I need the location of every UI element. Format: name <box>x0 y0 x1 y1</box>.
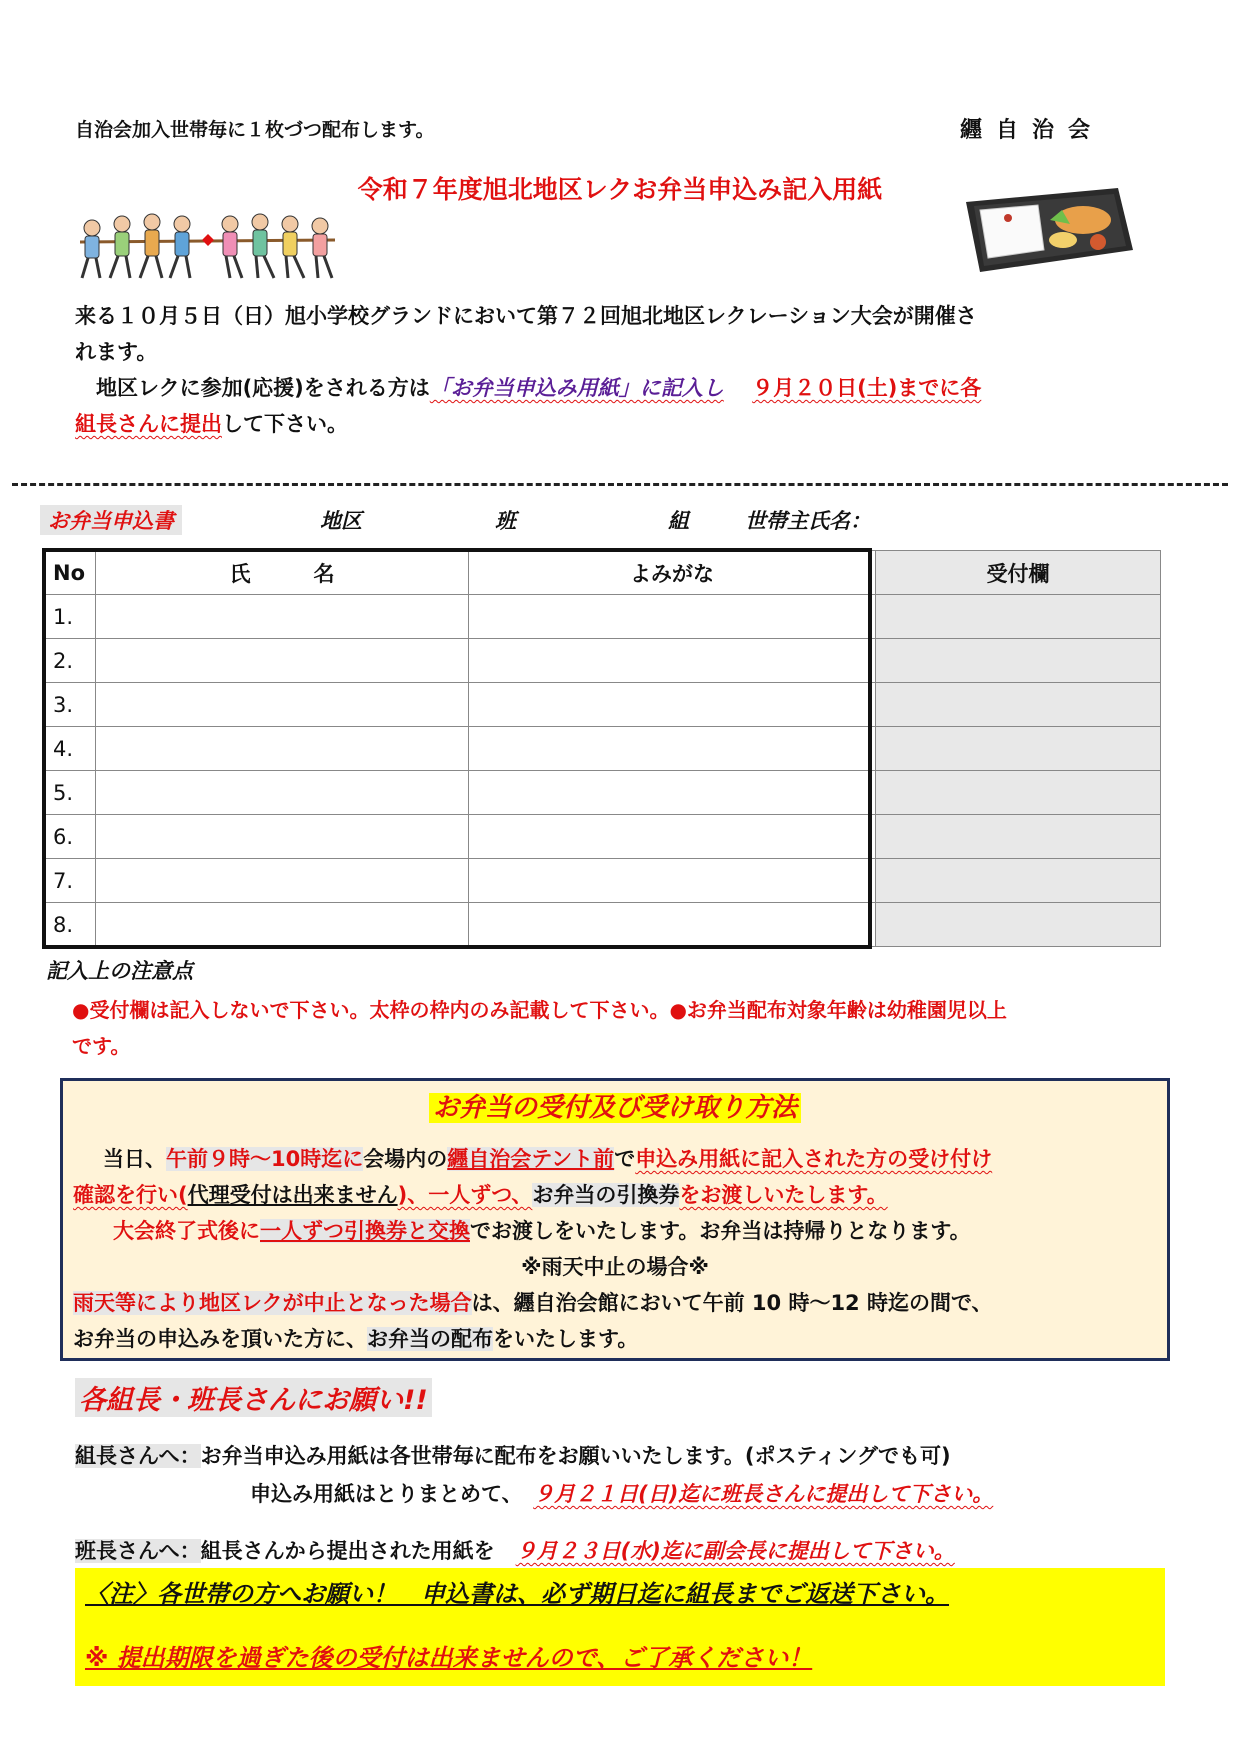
text: をお渡しいたします。 <box>679 1183 888 1207</box>
notes-line-1: ●受付欄は記入しないで下さい。太枠の枠内のみ記載して下さい。●お弁当配布対象年齢は幼稚園児以上 <box>72 998 1007 1022</box>
yomigana-cell[interactable] <box>469 859 876 903</box>
name-cell[interactable] <box>96 639 469 683</box>
name-cell[interactable] <box>96 595 469 639</box>
kumi-text-2: 申込み用紙はとりまとめて、 <box>250 1482 513 1506</box>
intro-line-1: 来る１０月５日（日）旭小学校グランドにおいて第７２回旭北地区レクレーション大会が開催さ <box>75 304 977 328</box>
kumi-recipient: 組長さんへ： <box>75 1444 201 1468</box>
form-name-highlight: 「お弁当申込み用紙」に記入し <box>429 376 724 400</box>
row-number: 3. <box>45 683 96 727</box>
han-label: 班 <box>495 509 516 533</box>
reception-cell <box>876 727 1161 771</box>
reception-cell <box>876 903 1161 947</box>
reception-cell <box>876 683 1161 727</box>
table-row <box>45 859 1161 903</box>
pickup-method-box <box>60 1078 1170 1361</box>
col-yomigana: よみがな <box>469 551 876 595</box>
yomigana-cell[interactable] <box>469 727 876 771</box>
text: 当日、 <box>103 1147 166 1171</box>
kumi-request-line-2 <box>250 1478 993 1508</box>
reception-cell <box>876 639 1161 683</box>
exchange-highlight: 一人ずつ引換券と交換 <box>260 1219 470 1243</box>
reception-cell <box>876 815 1161 859</box>
kumi-deadline: ９月２１日(日)迄に班長さんに提出して下さい。 <box>533 1482 994 1506</box>
han-deadline: ９月２３日(水)迄に副会長に提出して下さい。 <box>515 1539 955 1563</box>
name-cell[interactable] <box>96 859 469 903</box>
bento-box-illustration <box>958 180 1138 280</box>
kumi-text: お弁当申込み用紙は各世帯毎に配布をお願いいたします。(ポスティングでも可) <box>200 1444 951 1468</box>
reception-cell <box>876 859 1161 903</box>
table-row <box>45 683 1161 727</box>
application-table <box>44 550 1161 947</box>
text: 会場内の <box>363 1147 448 1171</box>
name-cell[interactable] <box>96 771 469 815</box>
notes-body <box>72 992 1172 1064</box>
method-line-1 <box>103 1143 992 1173</box>
warning-box <box>75 1568 1165 1686</box>
deadline-highlight: ９月２０日(土)までに各 <box>752 376 982 400</box>
rain-heading: ※雨天中止の場合※ <box>521 1255 709 1279</box>
yomigana-cell[interactable] <box>469 771 876 815</box>
text: をいたします。 <box>493 1327 639 1351</box>
name-cell[interactable] <box>96 727 469 771</box>
intro-line-3 <box>75 370 1165 406</box>
intro-line-2: れます。 <box>75 340 158 364</box>
form-title: お弁当申込書 <box>40 505 182 535</box>
table-row <box>45 595 1161 639</box>
tug-of-war-illustration <box>70 210 345 285</box>
table-row <box>45 815 1161 859</box>
page-title: 令和７年度旭北地区レクお弁当申込み記入用紙 <box>357 175 883 204</box>
place-highlight: 纒自治会テント前 <box>447 1147 615 1171</box>
time-highlight: 午前９時～10時迄に <box>166 1147 364 1171</box>
intro-line-4b: して下さい。 <box>222 412 348 436</box>
yomigana-cell[interactable] <box>469 815 876 859</box>
householder-label: 世帯主氏名： <box>745 509 871 533</box>
voucher-highlight: お弁当の引換券 <box>532 1183 680 1207</box>
district-label: 地区 <box>320 509 362 533</box>
table-row <box>45 771 1161 815</box>
yomigana-cell[interactable] <box>469 683 876 727</box>
reception-highlight: 申込み用紙に記入された方の受け付け <box>635 1147 993 1171</box>
name-cell[interactable] <box>96 683 469 727</box>
people-group <box>82 214 332 278</box>
han-request-line <box>75 1535 955 1565</box>
warning-line-1: 〈注〉各世帯の方へお願い！ 申込書は、必ず期日迄に組長までご返送下さい。 <box>85 1580 949 1608</box>
text: で <box>614 1147 636 1171</box>
text: 大会終了式後に <box>113 1219 260 1243</box>
col-reception: 受付欄 <box>876 551 1161 595</box>
submit-highlight: 組長さんに提出 <box>75 412 222 436</box>
text: お弁当の申込みを頂いた方に、 <box>73 1327 367 1351</box>
yomigana-cell[interactable] <box>469 639 876 683</box>
row-number: 8. <box>45 903 96 947</box>
notes-heading: 記入上の注意点 <box>46 959 193 983</box>
cut-line <box>12 483 1228 486</box>
method-line-5 <box>73 1287 993 1317</box>
row-number: 7. <box>45 859 96 903</box>
table-row <box>45 639 1161 683</box>
kumi-request-line-1 <box>75 1440 951 1470</box>
text: )、一人ずつ、 <box>397 1183 533 1207</box>
method-line-6 <box>73 1323 638 1353</box>
warning-line-2: ※ 提出期限を過ぎた後の受付は出来ませんので、ご了承ください！ <box>85 1644 813 1672</box>
table-row <box>45 727 1161 771</box>
row-number: 6. <box>45 815 96 859</box>
intro-text <box>75 298 1165 442</box>
notes-line-2: です。 <box>72 1034 131 1058</box>
col-name: 氏 名 <box>96 551 469 595</box>
proxy-note: 代理受付は出来ません <box>187 1183 398 1207</box>
row-number: 5. <box>45 771 96 815</box>
kumi-label: 組 <box>668 509 689 533</box>
form-header <box>40 505 1220 535</box>
method-title: お弁当の受付及び受け取り方法 <box>429 1093 801 1123</box>
row-number: 1. <box>45 595 96 639</box>
intro-line-3a: 地区レクに参加(応援)をされる方は <box>96 376 430 400</box>
text: 確認を行い( <box>73 1183 188 1207</box>
intro-line-4 <box>75 406 1165 442</box>
text: は、纒自治会館において午前 10 時～12 時迄の間で、 <box>471 1291 993 1315</box>
name-cell[interactable] <box>96 903 469 947</box>
method-line-2 <box>73 1179 888 1209</box>
row-number: 2. <box>45 639 96 683</box>
method-title-wrap <box>63 1087 1167 1124</box>
reception-cell <box>876 595 1161 639</box>
table-row <box>45 903 1161 947</box>
yomigana-cell[interactable] <box>469 595 876 639</box>
row-number: 4. <box>45 727 96 771</box>
name-cell[interactable] <box>96 815 469 859</box>
text: でお渡しをいたします。お弁当は持帰りとなります。 <box>470 1219 971 1243</box>
rain-highlight: 雨天等により地区レクが中止となった場合 <box>73 1291 472 1315</box>
han-text: 組長さんから提出された用紙を <box>200 1539 495 1563</box>
org-name: 纒自治会 <box>960 118 1105 143</box>
han-recipient: 班長さんへ： <box>75 1539 201 1563</box>
distribution-highlight: お弁当の配布 <box>367 1327 493 1351</box>
col-no: No <box>45 551 96 595</box>
reception-cell <box>876 771 1161 815</box>
yomigana-cell[interactable] <box>469 903 876 947</box>
distribution-note: 自治会加入世帯毎に１枚づつ配布します。 <box>75 119 435 141</box>
table-header-row <box>45 551 1161 595</box>
request-heading: 各組長・班長さんにお願い!! <box>75 1378 432 1417</box>
method-line-3 <box>113 1215 971 1245</box>
